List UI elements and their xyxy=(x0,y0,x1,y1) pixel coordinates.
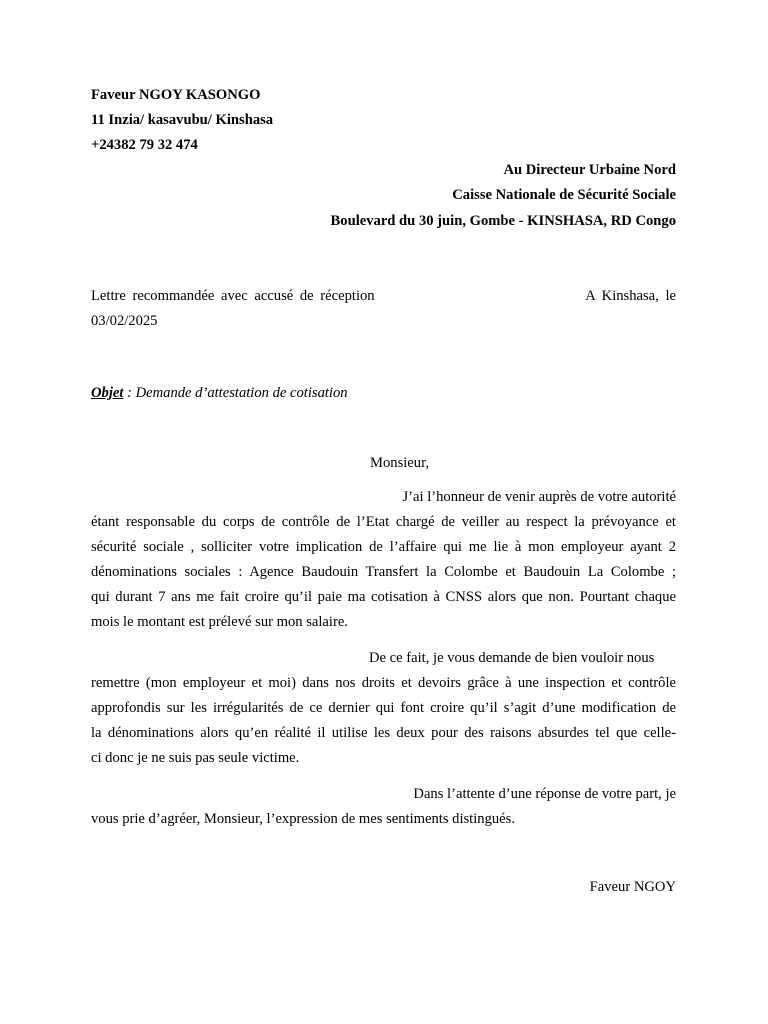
paragraph-line: dénominations sociales : Agence Baudouin Transfert la Colombe et Baudouin La Colombe ; xyxy=(91,564,676,580)
paragraph-line: remettre (mon employeur et moi) dans nos droits et devoirs grâce à une inspection et contrôle xyxy=(91,675,676,691)
recipient-line-2: Caisse Nationale de Sécurité Sociale xyxy=(452,187,676,203)
paragraph-line: sécurité sociale , solliciter votre implication de l’affaire qui me lie à mon employeur ayant 2 xyxy=(91,539,676,555)
body-paragraph-3 xyxy=(91,782,676,832)
sender-name: Faveur NGOY KASONGO xyxy=(91,87,261,103)
body-paragraph-2 xyxy=(91,646,676,771)
paragraph-line: J’ai l’honneur de venir auprès de votre autorité xyxy=(402,489,676,505)
place: A Kinshasa, le xyxy=(585,288,676,304)
paragraph-line: vous prie d’agréer, Monsieur, l’expression de mes sentiments distingués. xyxy=(91,811,515,827)
sender-address: 11 Inzia/ kasavubu/ Kinshasa xyxy=(91,112,274,128)
paragraph-line: étant responsable du corps de contrôle de l’Etat chargé de veiller au respect la prévoyance et xyxy=(91,514,676,530)
recipient-line-1: Au Directeur Urbaine Nord xyxy=(503,162,676,178)
paragraph-line: De ce fait, je vous demande de bien vouloir nous xyxy=(369,650,655,666)
salutation: Monsieur, xyxy=(370,455,430,471)
paragraph-line: approfondis sur les irrégularités de ce dernier qui font croire qu’il s’agit d’une modification de xyxy=(91,700,676,716)
body-paragraph-1 xyxy=(91,485,676,635)
paragraph-line: qui durant 7 ans me fait croire qu’il paie ma cotisation à CNSS alors que non. Pourtant chaque xyxy=(91,589,676,605)
paragraph-line: la dénominations alors qu’en réalité il utilise les deux pour des raisons absurdes tel que celle- xyxy=(91,725,676,741)
paragraph-line: mois le montant est prélevé sur mon salaire. xyxy=(91,614,348,630)
paragraph-line: Dans l’attente d’une réponse de votre part, je xyxy=(413,786,676,802)
paragraph-line: ci donc je ne suis pas seule victime. xyxy=(91,750,300,766)
sender-phone: +24382 79 32 474 xyxy=(91,137,198,153)
delivery-mode: Lettre recommandée avec accusé de réception xyxy=(91,288,375,304)
subject-label: Objet xyxy=(91,385,124,401)
recipient-line-3: Boulevard du 30 juin, Gombe - KINSHASA, RD Congo xyxy=(330,213,676,229)
signature: Faveur NGOY xyxy=(589,879,676,895)
letter-date: 03/02/2025 xyxy=(91,313,158,329)
meta-row xyxy=(91,287,676,305)
subject-text: : Demande d’attestation de cotisation xyxy=(123,385,348,401)
subject-line xyxy=(91,384,348,402)
